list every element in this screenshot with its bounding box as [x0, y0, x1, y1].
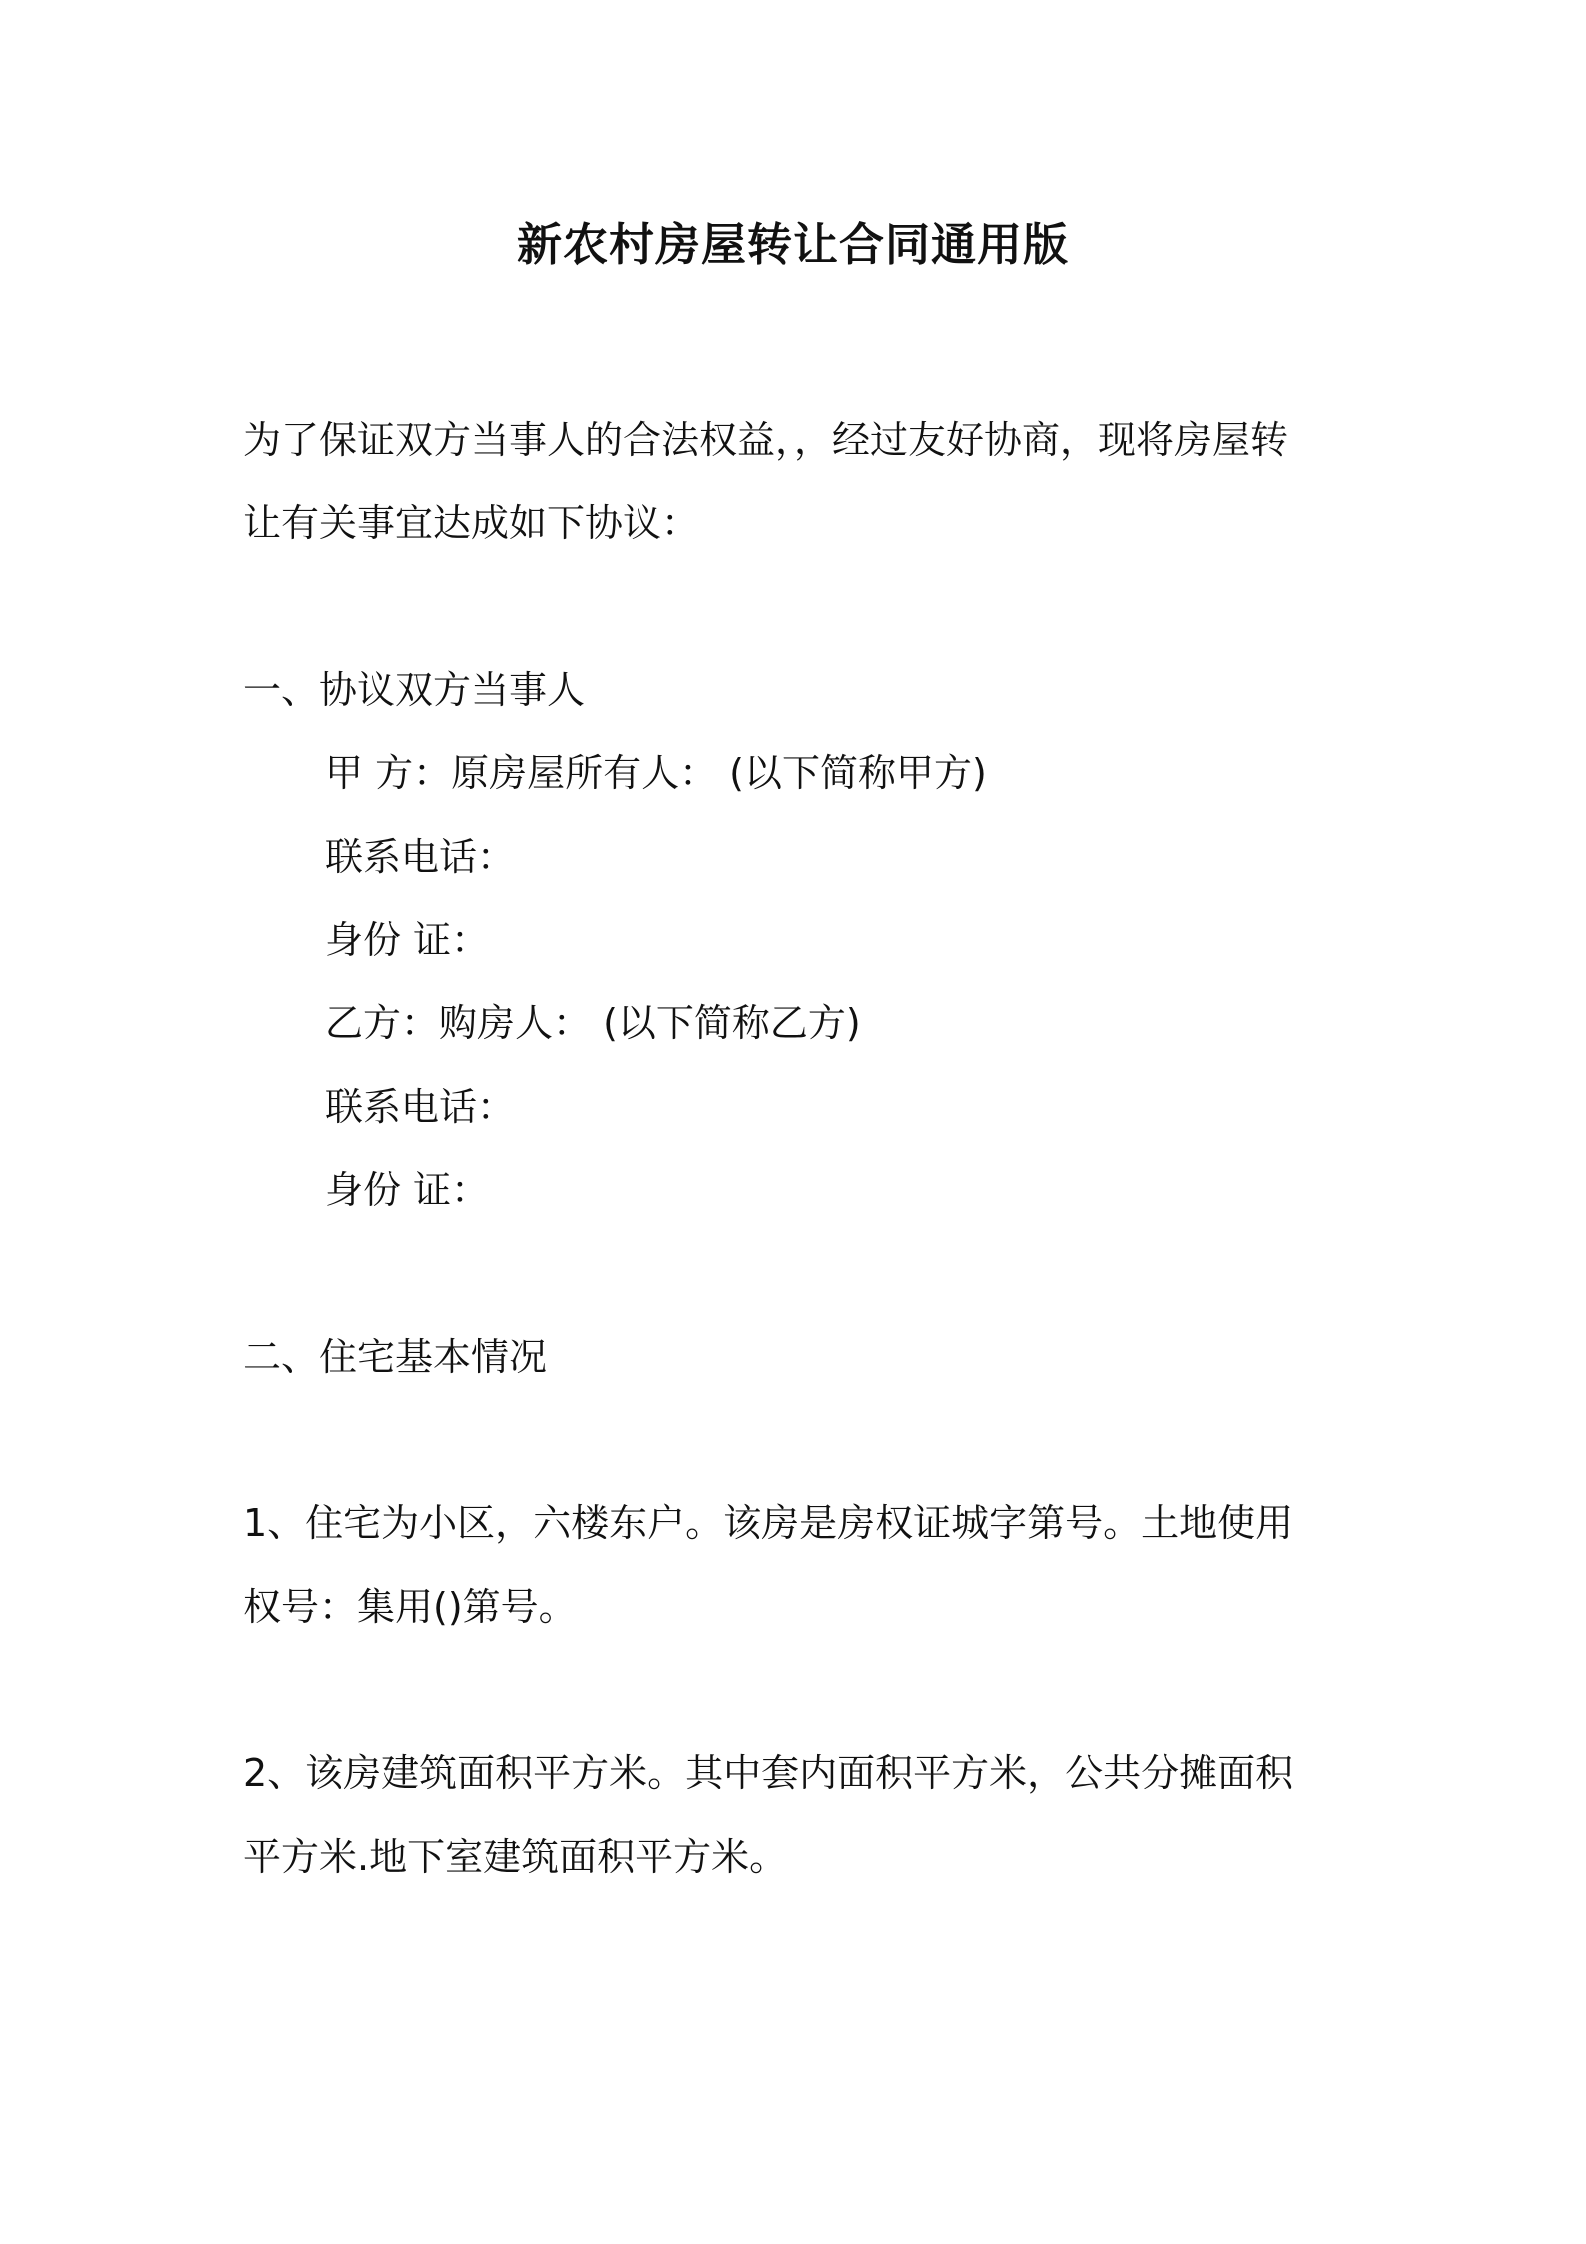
- party-a-id: 身份 证：: [325, 918, 490, 962]
- intro-line-1: 为了保证双方当事人的合法权益，，经过友好协商，现将房屋转: [243, 418, 1289, 462]
- item1-line-1: 1、住宅为小区，六楼东户。该房是房权证城字第号。土地使用: [243, 1501, 1294, 1545]
- section1-heading: 一、协议双方当事人: [243, 668, 586, 712]
- item1-line-2: 权号：集用()第号。: [243, 1585, 577, 1629]
- party-a-phone: 联系电话：: [325, 835, 516, 879]
- document-title: 新农村房屋转让合同通用版: [516, 218, 1069, 271]
- party-a-line: 甲 方：原房屋所有人： (以下简称甲方): [325, 751, 987, 795]
- item2-line-2: 平方米.地下室建筑面积平方米。: [243, 1835, 788, 1879]
- section2-heading: 二、住宅基本情况: [243, 1335, 548, 1379]
- item2-line-1: 2、该房建筑面积平方米。其中套内面积平方米，公共分摊面积: [243, 1751, 1294, 1795]
- intro-line-2: 让有关事宜达成如下协议：: [243, 501, 700, 545]
- party-b-phone: 联系电话：: [325, 1085, 516, 1129]
- party-b-line: 乙方：购房人： (以下简称乙方): [325, 1001, 861, 1045]
- party-b-id: 身份 证：: [325, 1168, 490, 1212]
